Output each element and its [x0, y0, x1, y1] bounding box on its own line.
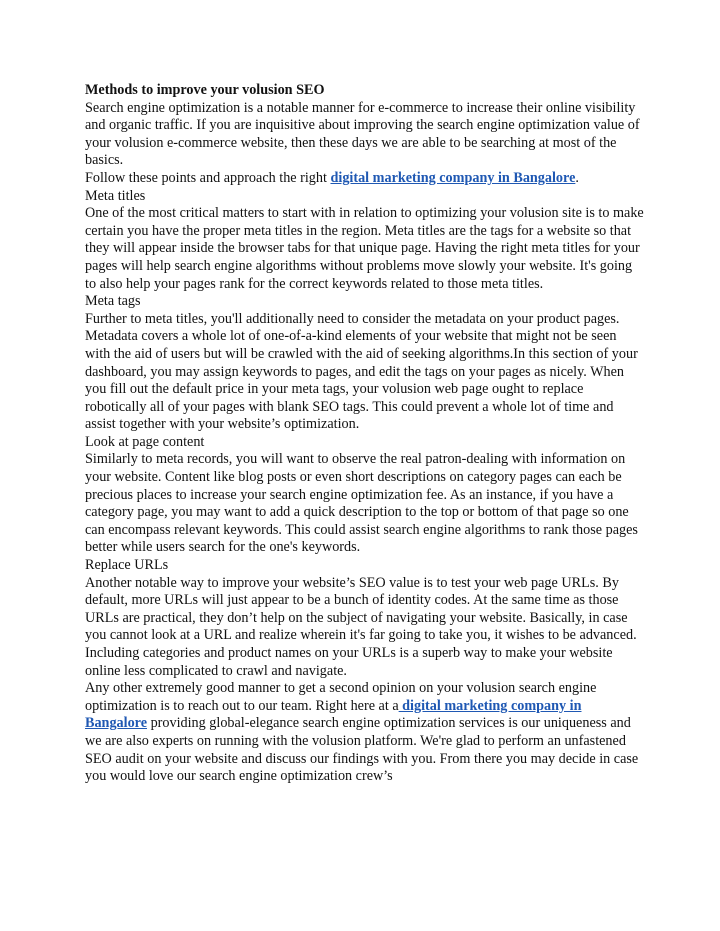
intro-paragraph: Search engine optimization is a notable manner for e-commerce to increase their online visibility and organic traffic. If you are inquisitive about improving the search engine optimization value of your volusion e-commerce website, then these days we are able to be searching at most of the basics. [85, 99, 640, 169]
section-heading-meta-titles: Meta titles [85, 187, 146, 204]
section-body-meta-titles: One of the most critical matters to start with in relation to optimizing your volusion site is to make certain you have the proper meta titles in the region. Meta titles are the tags for a website so that they will appear inside the browser tabs for that unique page. Having the right meta titles for your pages will help search engine algorithms without problems move slowly your website. It's going to also help your pages rank for the correct keywords related to those meta titles. [85, 205, 644, 292]
digital-marketing-link[interactable]: digital marketing company in Bangalore [330, 169, 576, 186]
document-title: Methods to improve your volusion SEO [85, 82, 325, 98]
follow-text-end: . [575, 169, 579, 186]
section-body-replace-urls: Another notable way to improve your website’s SEO value is to test your web page URLs. By default, more URLs will just appear to be a bunch of identity codes. At the same time as those URLs are practical, they don’t help on the subject of navigating your website. Basically, in case you cannot look at a URL and realize wherein it's far going to take you, it wishes to be advanced. Including categories and product names on your URLs is a superb way to make your website online less complicated to crawl and navigate. [85, 574, 637, 679]
section-body-meta-tags: Further to meta titles, you'll additionally need to consider the metadata on your product pages. Metadata covers a whole lot of one-of-a-kind elements of your website that might not be seen with the aid of users but will be crawled with the aid of seeking algorithms.In this section of your dashboard, you may assign keywords to pages, and edit the tags on your pages as nicely. When you fill out the default price in your meta tags, your volusion web page ought to replace robotically all of your pages with blank SEO tags. This could prevent a whole lot of time and assist together with your website’s optimization. [85, 310, 638, 433]
closing-text: Any other extremely good manner to get a second opinion on your volusion search engine optimization is to reach out to our team. Right here at a [85, 680, 597, 714]
section-heading-page-content: Look at page content [85, 433, 205, 450]
follow-text: Follow these points and approach the right [85, 169, 331, 186]
closing-text-end: providing global-elegance search engine optimization services is our uniqueness and we are also experts on running with the volusion platform. We're glad to perform an unfastened SEO audit on your website and discuss our findings with you. From there you may decide in case you would love our search engine optimization crew’s [85, 715, 639, 785]
follow-paragraph [85, 170, 645, 188]
closing-paragraph [85, 680, 645, 786]
section-body-page-content: Similarly to meta records, you will want to observe the real patron-dealing with information on your website. Content like blog posts or even short descriptions on category pages can each be precious places to increase your search engine optimization fee. As an instance, if you have a category page, you may want to add a quick description to the top or bottom of that page so one can encompass relevant keywords. This could assist search engine algorithms to rank those pages better while users search for the one's keywords. [85, 451, 638, 556]
section-heading-meta-tags: Meta tags [85, 293, 141, 310]
document-page [85, 82, 645, 786]
digital-marketing-link-2[interactable]: digital marketing company in Bangalore [85, 697, 582, 732]
section-heading-replace-urls: Replace URLs [85, 557, 169, 574]
